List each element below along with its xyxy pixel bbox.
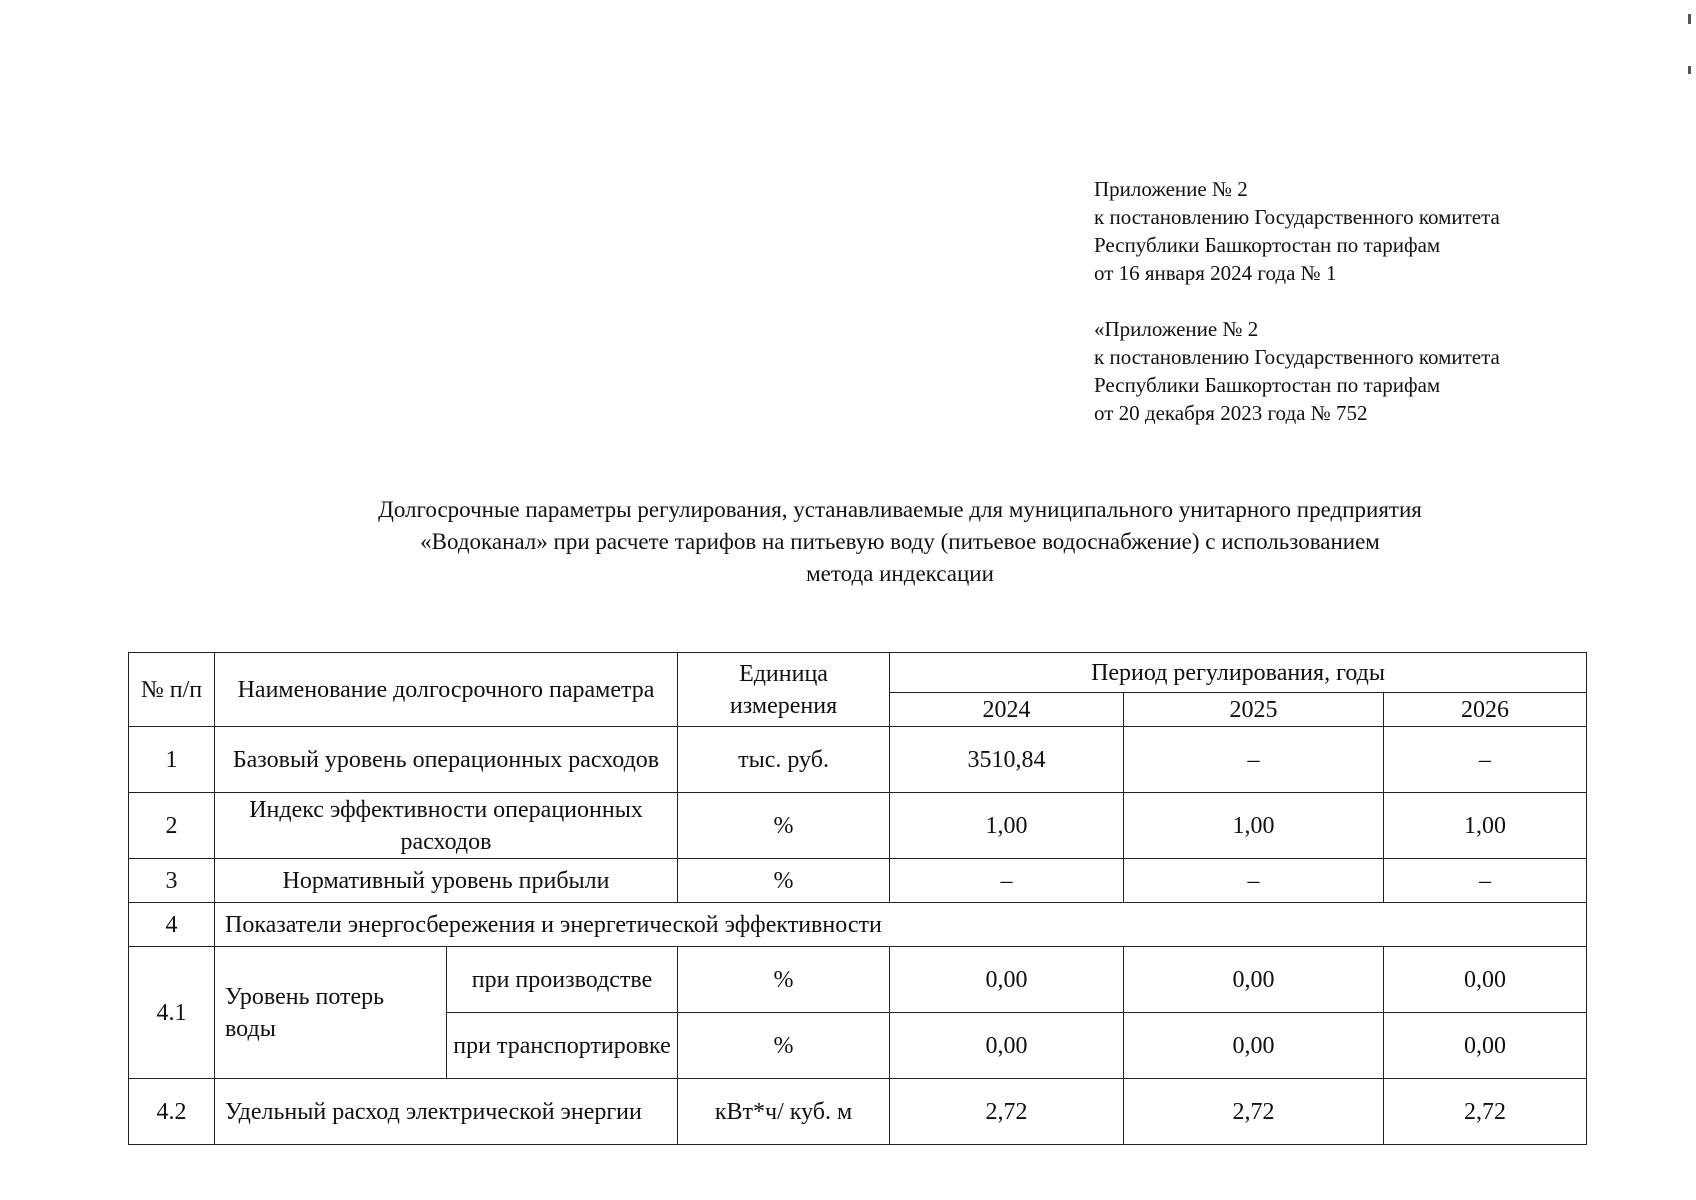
annex-line: «Приложение № 2 bbox=[1094, 317, 1259, 341]
row-value: 0,00 bbox=[890, 947, 1124, 1013]
row-value: – bbox=[1124, 727, 1384, 793]
annex-line: к постановлению Государственного комитета bbox=[1094, 345, 1500, 369]
row-value: 2,72 bbox=[1124, 1079, 1384, 1145]
row-subname: при производстве bbox=[447, 947, 678, 1013]
row-unit: % bbox=[678, 1013, 890, 1079]
table-row bbox=[129, 859, 1587, 903]
row-name: Нормативный уровень прибыли bbox=[215, 859, 678, 903]
row-section-name: Показатели энергосбережения и энергетической эффективности bbox=[215, 903, 1587, 947]
row-value: 1,00 bbox=[1124, 793, 1384, 859]
row-value: 0,00 bbox=[1124, 947, 1384, 1013]
row-value: – bbox=[1384, 727, 1587, 793]
row-name: Удельный расход электрической энергии bbox=[215, 1079, 678, 1145]
annex-current bbox=[1094, 175, 1500, 287]
annex-line: от 16 января 2024 года № 1 bbox=[1094, 261, 1337, 285]
header-year: 2026 bbox=[1384, 693, 1587, 727]
row-num: 4.2 bbox=[129, 1079, 215, 1145]
annex-line: Приложение № 2 bbox=[1094, 177, 1248, 201]
row-unit: % bbox=[678, 793, 890, 859]
row-num: 1 bbox=[129, 727, 215, 793]
row-value: 0,00 bbox=[1384, 947, 1587, 1013]
row-unit: тыс. руб. bbox=[678, 727, 890, 793]
annex-line: от 20 декабря 2023 года № 752 bbox=[1094, 401, 1368, 425]
row-num: 3 bbox=[129, 859, 215, 903]
row-value: 1,00 bbox=[1384, 793, 1587, 859]
table-row bbox=[129, 947, 1587, 1013]
row-value: 0,00 bbox=[1124, 1013, 1384, 1079]
row-name: Индекс эффективности операционных расходов bbox=[215, 793, 678, 859]
row-value: 3510,84 bbox=[890, 727, 1124, 793]
row-unit: % bbox=[678, 947, 890, 1013]
scan-speck bbox=[1688, 66, 1691, 74]
row-num: 4 bbox=[129, 903, 215, 947]
row-value: 0,00 bbox=[1384, 1013, 1587, 1079]
header-unit: Единица измерения bbox=[678, 653, 890, 727]
row-name: Базовый уровень операционных расходов bbox=[215, 727, 678, 793]
header-name: Наименование долгосрочного параметра bbox=[215, 653, 678, 727]
row-value: 1,00 bbox=[890, 793, 1124, 859]
annex-header bbox=[1094, 175, 1500, 455]
row-unit: кВт*ч/ куб. м bbox=[678, 1079, 890, 1145]
row-value: – bbox=[1384, 859, 1587, 903]
title-line: «Водоканал» при расчете тарифов на питьевую воду (питьевое водоснабжение) с использованием bbox=[420, 529, 1380, 554]
header-year: 2024 bbox=[890, 693, 1124, 727]
row-subname: при транспортировке bbox=[447, 1013, 678, 1079]
row-value: – bbox=[1124, 859, 1384, 903]
table-row bbox=[129, 1079, 1587, 1145]
scan-speck bbox=[1688, 14, 1691, 24]
row-value: 2,72 bbox=[1384, 1079, 1587, 1145]
header-num: № п/п bbox=[129, 653, 215, 727]
parameters-table bbox=[128, 652, 1587, 1145]
title-line: метода индексации bbox=[806, 561, 994, 586]
row-value: – bbox=[890, 859, 1124, 903]
annex-line: к постановлению Государственного комитета bbox=[1094, 205, 1500, 229]
document-title bbox=[200, 494, 1600, 590]
annex-line: Республики Башкортостан по тарифам bbox=[1094, 233, 1441, 257]
title-line: Долгосрочные параметры регулирования, устанавливаемые для муниципального унитарного предприятия bbox=[378, 497, 1422, 522]
table-row bbox=[129, 793, 1587, 859]
header-period: Период регулирования, годы bbox=[890, 653, 1587, 693]
row-num: 2 bbox=[129, 793, 215, 859]
row-name: Уровень потерь воды bbox=[215, 947, 447, 1079]
header-year: 2025 bbox=[1124, 693, 1384, 727]
annex-previous bbox=[1094, 315, 1500, 427]
row-unit: % bbox=[678, 859, 890, 903]
row-num: 4.1 bbox=[129, 947, 215, 1079]
table-row bbox=[129, 727, 1587, 793]
row-value: 0,00 bbox=[890, 1013, 1124, 1079]
row-value: 2,72 bbox=[890, 1079, 1124, 1145]
annex-line: Республики Башкортостан по тарифам bbox=[1094, 373, 1441, 397]
table-row bbox=[129, 903, 1587, 947]
